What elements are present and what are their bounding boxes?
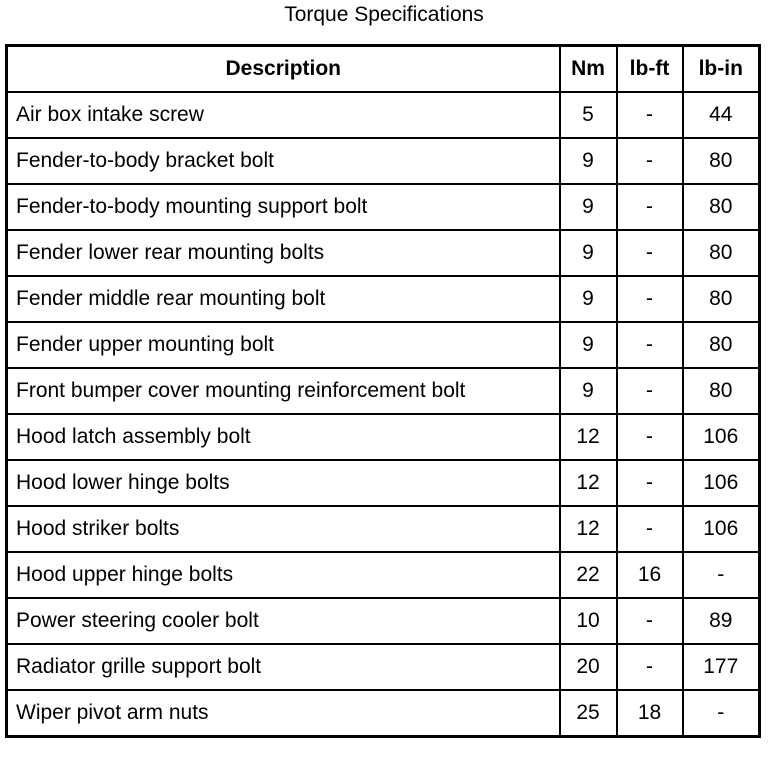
- nm-cell: 9: [560, 138, 617, 184]
- nm-cell: 25: [560, 690, 617, 737]
- lbin-cell: 106: [683, 414, 760, 460]
- nm-cell: 12: [560, 506, 617, 552]
- table-row: [7, 276, 760, 322]
- nm-cell: 9: [560, 368, 617, 414]
- lbin-cell: -: [683, 552, 760, 598]
- nm-cell: 12: [560, 460, 617, 506]
- nm-cell: 20: [560, 644, 617, 690]
- description-cell: Fender middle rear mounting bolt: [7, 276, 560, 322]
- lbin-cell: 80: [683, 322, 760, 368]
- lbin-cell: 80: [683, 184, 760, 230]
- table-row: [7, 460, 760, 506]
- nm-cell: 5: [560, 92, 617, 138]
- page-title: Torque Specifications: [284, 3, 484, 26]
- table-row: [7, 414, 760, 460]
- lbin-cell: -: [683, 690, 760, 737]
- description-cell: Fender-to-body bracket bolt: [7, 138, 560, 184]
- lbin-cell: 80: [683, 138, 760, 184]
- table-row: [7, 92, 760, 138]
- nm-cell: 9: [560, 276, 617, 322]
- column-header-description: Description: [7, 46, 560, 93]
- torque-spec-table: [5, 44, 761, 738]
- nm-cell: 9: [560, 184, 617, 230]
- table-row: [7, 598, 760, 644]
- nm-cell: 9: [560, 230, 617, 276]
- description-cell: Front bumper cover mounting reinforcement bolt: [7, 368, 560, 414]
- lbin-cell: 89: [683, 598, 760, 644]
- lbin-cell: 80: [683, 368, 760, 414]
- lbft-cell: -: [617, 460, 683, 506]
- lbft-cell: -: [617, 414, 683, 460]
- table-row: [7, 184, 760, 230]
- column-header-nm: Nm: [560, 46, 617, 93]
- table-row: [7, 690, 760, 737]
- table-row: [7, 368, 760, 414]
- lbin-cell: 80: [683, 276, 760, 322]
- description-cell: Radiator grille support bolt: [7, 644, 560, 690]
- nm-cell: 10: [560, 598, 617, 644]
- lbft-cell: -: [617, 368, 683, 414]
- lbin-cell: 106: [683, 506, 760, 552]
- table-header-row: [7, 46, 760, 93]
- lbft-cell: -: [617, 276, 683, 322]
- table-row: [7, 230, 760, 276]
- description-cell: Hood striker bolts: [7, 506, 560, 552]
- column-header-lbin: lb-in: [683, 46, 760, 93]
- lbin-cell: 44: [683, 92, 760, 138]
- nm-cell: 9: [560, 322, 617, 368]
- description-cell: Hood lower hinge bolts: [7, 460, 560, 506]
- lbin-cell: 106: [683, 460, 760, 506]
- lbin-cell: 80: [683, 230, 760, 276]
- table-row: [7, 138, 760, 184]
- lbft-cell: 18: [617, 690, 683, 737]
- lbft-cell: -: [617, 92, 683, 138]
- lbft-cell: -: [617, 322, 683, 368]
- description-cell: Fender-to-body mounting support bolt: [7, 184, 560, 230]
- description-cell: Hood latch assembly bolt: [7, 414, 560, 460]
- lbft-cell: -: [617, 506, 683, 552]
- table-row: [7, 322, 760, 368]
- lbft-cell: -: [617, 598, 683, 644]
- nm-cell: 12: [560, 414, 617, 460]
- description-cell: Power steering cooler bolt: [7, 598, 560, 644]
- lbft-cell: 16: [617, 552, 683, 598]
- table-row: [7, 552, 760, 598]
- description-cell: Air box intake screw: [7, 92, 560, 138]
- description-cell: Wiper pivot arm nuts: [7, 690, 560, 737]
- description-cell: Fender upper mounting bolt: [7, 322, 560, 368]
- table-row: [7, 506, 760, 552]
- description-cell: Fender lower rear mounting bolts: [7, 230, 560, 276]
- lbin-cell: 177: [683, 644, 760, 690]
- description-cell: Hood upper hinge bolts: [7, 552, 560, 598]
- lbft-cell: -: [617, 230, 683, 276]
- lbft-cell: -: [617, 138, 683, 184]
- table-row: [7, 644, 760, 690]
- column-header-lbft: lb-ft: [617, 46, 683, 93]
- lbft-cell: -: [617, 184, 683, 230]
- lbft-cell: -: [617, 644, 683, 690]
- nm-cell: 22: [560, 552, 617, 598]
